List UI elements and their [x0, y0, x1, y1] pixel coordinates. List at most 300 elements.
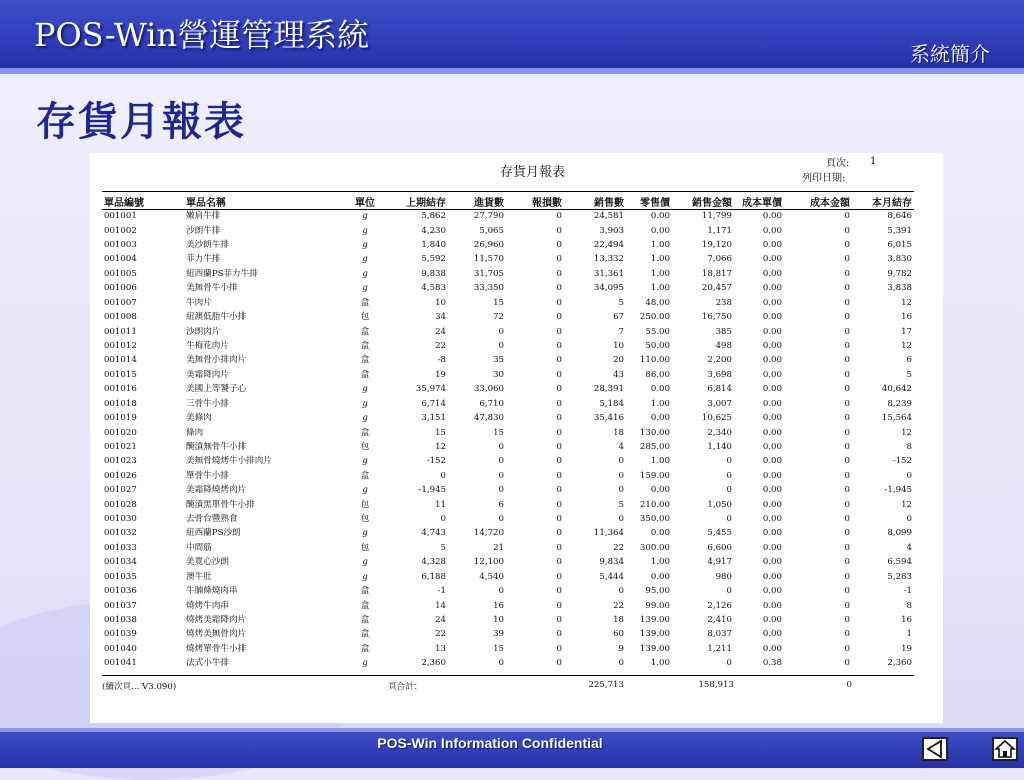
cell-month-balance: 8,099 — [887, 528, 912, 539]
cell-purchase-qty: 30 — [493, 369, 504, 380]
table-row — [102, 526, 914, 540]
cell-item-code: 001015 — [104, 369, 137, 380]
cell-cost-amount: 0 — [844, 283, 850, 294]
cell-purchase-qty: 0 — [498, 514, 504, 525]
cell-unit-cost: 0.00 — [762, 528, 782, 539]
cell-unit: 包 — [360, 499, 370, 510]
table-row — [102, 238, 914, 252]
cell-loss-qty: 0 — [556, 470, 562, 481]
cell-unit-cost: 0.00 — [762, 369, 782, 380]
cell-cost-amount: 0 — [844, 499, 850, 510]
table-row — [102, 267, 914, 281]
cell-sales-amount: 16,750 — [701, 312, 732, 323]
cell-unit: 包 — [360, 312, 370, 323]
cell-loss-qty: 0 — [556, 586, 562, 597]
cell-item-name: 美沙朗牛排 — [186, 240, 229, 251]
table-row — [102, 281, 914, 295]
cell-item-code: 001014 — [104, 355, 137, 366]
cell-item-code: 001019 — [104, 413, 137, 424]
cell-item-name: 燒烤美無骨肉片 — [186, 629, 247, 640]
cell-item-name: 三骨牛小排 — [186, 398, 229, 409]
cell-sales-qty: 5,184 — [599, 398, 624, 409]
cell-loss-qty: 0 — [556, 514, 562, 525]
back-button[interactable] — [922, 737, 948, 761]
cell-month-balance: -1,945 — [884, 485, 912, 496]
cell-loss-qty: 0 — [556, 643, 562, 654]
cell-cost-amount: 0 — [844, 542, 850, 553]
cell-loss-qty: 0 — [556, 355, 562, 366]
cell-month-balance: 8,239 — [887, 398, 912, 409]
cell-cost-amount: 0 — [844, 254, 850, 265]
cell-prev-balance: 4,743 — [421, 528, 446, 539]
cell-retail-price: 95.00 — [645, 586, 670, 597]
cell-loss-qty: 0 — [556, 384, 562, 395]
cell-sales-amount: 980 — [715, 571, 732, 582]
table-row — [102, 339, 914, 353]
cell-month-balance: 3,830 — [887, 254, 912, 265]
cell-item-name: 美無骨牛小排 — [186, 283, 238, 294]
cell-month-balance: 6,015 — [887, 240, 912, 251]
cell-prev-balance: 4,230 — [421, 225, 446, 236]
cell-loss-qty: 0 — [556, 441, 562, 452]
cell-prev-balance: 5,862 — [421, 211, 446, 222]
cell-sales-amount: 18,817 — [701, 268, 732, 279]
cell-prev-balance: 3,151 — [421, 413, 446, 424]
cell-prev-balance: -1 — [437, 586, 446, 597]
column-header-prev-balance: 上期結存 — [406, 197, 446, 209]
table-row — [102, 223, 914, 237]
cell-sales-amount: 2,200 — [707, 355, 732, 366]
cell-retail-price: 0.00 — [650, 225, 670, 236]
cell-sales-amount: 0 — [726, 470, 732, 481]
table-row — [102, 411, 914, 425]
cell-retail-price: 55.00 — [645, 326, 670, 337]
cell-item-name: 燒烤美霜降肉片 — [186, 615, 247, 626]
cell-prev-balance: 12 — [435, 441, 446, 452]
cell-prev-balance: 2,360 — [421, 658, 446, 669]
cell-month-balance: 16 — [901, 312, 912, 323]
cell-loss-qty: 0 — [556, 283, 562, 294]
cell-cost-amount: 0 — [844, 514, 850, 525]
table-body — [102, 209, 914, 671]
cell-unit: g — [362, 283, 368, 294]
cell-retail-price: 0.00 — [650, 528, 670, 539]
cell-purchase-qty: 11,570 — [473, 254, 504, 265]
cell-month-balance: 8,646 — [887, 211, 912, 222]
cell-sales-qty: 35,416 — [593, 413, 624, 424]
cell-item-name: 單骨牛小排 — [186, 470, 229, 481]
back-arrow-icon — [924, 739, 946, 759]
cell-retail-price: 159.00 — [639, 470, 670, 481]
cell-loss-qty: 0 — [556, 268, 562, 279]
cell-item-name: 菲力牛排 — [186, 254, 221, 265]
cell-loss-qty: 0 — [556, 571, 562, 582]
cell-unit-cost: 0.00 — [762, 586, 782, 597]
column-header-loss-qty: 報損數 — [532, 197, 562, 209]
home-button[interactable] — [992, 737, 1018, 761]
total-sales-amount: 158,913 — [698, 680, 734, 690]
cell-prev-balance: 22 — [435, 341, 446, 351]
cell-item-code: 001038 — [104, 615, 137, 626]
cell-month-balance: 1 — [906, 629, 912, 640]
cell-retail-price: 48.00 — [645, 297, 670, 308]
cell-unit-cost: 0.00 — [762, 600, 782, 611]
cell-sales-amount: 20,457 — [701, 283, 732, 294]
cell-sales-qty: 0 — [618, 470, 624, 481]
cell-unit-cost: 0.00 — [762, 413, 782, 424]
cell-month-balance: 12 — [901, 499, 912, 510]
inventory-table — [102, 193, 914, 671]
cell-retail-price: 0.00 — [650, 413, 670, 424]
cell-sales-amount: 1,211 — [707, 643, 732, 654]
cell-item-code: 001016 — [104, 384, 137, 395]
cell-unit-cost: 0.00 — [762, 427, 782, 438]
cell-unit-cost: 0.00 — [762, 485, 782, 496]
cell-unit-cost: 0.00 — [762, 225, 782, 236]
cell-item-name: 醃漬無骨牛小排 — [186, 441, 247, 452]
cell-purchase-qty: 10 — [493, 615, 504, 626]
cell-unit-cost: 0.00 — [762, 542, 782, 553]
cell-unit-cost: 0.00 — [762, 571, 782, 582]
cell-item-name: 沙朗牛排 — [186, 225, 221, 236]
cell-item-code: 001002 — [104, 225, 137, 236]
cell-month-balance: 2,360 — [887, 658, 912, 669]
cell-month-balance: 4 — [906, 542, 912, 553]
cell-cost-amount: 0 — [844, 341, 850, 351]
cell-item-code: 001006 — [104, 283, 137, 294]
cell-prev-balance: 6,714 — [421, 398, 446, 409]
page-number: 1 — [870, 156, 877, 167]
cell-unit-cost: 0.00 — [762, 297, 782, 308]
cell-unit-cost: 0.00 — [762, 268, 782, 279]
cell-sales-amount: 0 — [726, 658, 732, 669]
cell-item-code: 001033 — [104, 542, 137, 553]
cell-sales-amount: 2,340 — [707, 427, 732, 438]
cell-sales-qty: 22 — [613, 542, 624, 553]
print-date-label: 列印日期: — [802, 173, 846, 184]
cell-item-code: 001021 — [104, 441, 137, 452]
cell-sales-amount: 3,698 — [707, 369, 732, 380]
cell-purchase-qty: 35 — [493, 355, 504, 366]
cell-purchase-qty: 0 — [498, 456, 504, 467]
cell-item-name: 美條肉 — [186, 413, 212, 424]
cell-sales-qty: 22,494 — [593, 240, 624, 251]
cell-retail-price: 1.00 — [650, 240, 670, 251]
cell-retail-price: 0.00 — [650, 211, 670, 222]
cell-month-balance: 5,391 — [887, 225, 912, 236]
cell-loss-qty: 0 — [556, 240, 562, 251]
column-header-unit-cost: 成本單價 — [742, 197, 782, 209]
cell-purchase-qty: 0 — [498, 441, 504, 452]
cell-loss-qty: 0 — [556, 629, 562, 640]
column-header-month-balance: 本月結存 — [872, 197, 912, 209]
cell-item-name: 澳牛肚 — [186, 571, 212, 582]
cell-purchase-qty: 0 — [498, 658, 504, 669]
cell-sales-qty: 9,834 — [599, 557, 624, 568]
cell-unit-cost: 0.00 — [762, 615, 782, 626]
cell-unit: 盒 — [360, 341, 370, 351]
cell-prev-balance: 34 — [435, 312, 446, 323]
cell-item-code: 001032 — [104, 528, 137, 539]
cell-unit: 盒 — [360, 615, 370, 626]
cell-item-name: 法式小牛排 — [186, 658, 229, 669]
cell-sales-amount: 385 — [715, 326, 732, 337]
cell-month-balance: 0 — [906, 470, 912, 481]
cell-unit: g — [362, 240, 368, 251]
table-row — [102, 555, 914, 569]
cell-unit: g — [362, 211, 368, 222]
cell-item-name: 醃漬黑單骨牛小排 — [186, 499, 255, 510]
cell-retail-price: 139.00 — [639, 643, 670, 654]
cell-prev-balance: 0 — [440, 514, 446, 525]
cell-retail-price: 130.00 — [639, 427, 670, 438]
cell-retail-price: 1.00 — [650, 456, 670, 467]
cell-unit: g — [362, 658, 368, 669]
cell-item-name: 去骨台豐熟食 — [186, 514, 238, 525]
cell-sales-amount: 498 — [715, 341, 732, 351]
cell-unit: 盒 — [360, 297, 370, 308]
cell-item-name: 牛梅花肉片 — [186, 341, 229, 351]
cell-purchase-qty: 72 — [493, 312, 504, 323]
cell-sales-amount: 0 — [726, 514, 732, 525]
cell-loss-qty: 0 — [556, 557, 562, 568]
cell-month-balance: 12 — [901, 341, 912, 351]
cell-sales-qty: 18 — [613, 615, 624, 626]
column-header-item-name: 單品名稱 — [186, 197, 226, 209]
cell-item-code: 001003 — [104, 240, 137, 251]
cell-prev-balance: -8 — [437, 355, 446, 366]
table-row — [102, 613, 914, 627]
cell-month-balance: 12 — [901, 297, 912, 308]
cell-sales-amount: 1,050 — [707, 499, 732, 510]
cell-item-code: 001040 — [104, 643, 137, 654]
cell-item-code: 001030 — [104, 514, 137, 525]
cell-sales-qty: 11,364 — [593, 528, 624, 539]
cell-purchase-qty: 39 — [493, 629, 504, 640]
cell-retail-price: 1.00 — [650, 658, 670, 669]
cell-month-balance: 5 — [906, 369, 912, 380]
inventory-report — [90, 153, 943, 723]
cell-purchase-qty: 0 — [498, 586, 504, 597]
cell-cost-amount: 0 — [844, 441, 850, 452]
cell-unit: 包 — [360, 441, 370, 452]
cell-sales-amount: 2,126 — [707, 600, 732, 611]
cell-purchase-qty: 5,065 — [479, 225, 504, 236]
cell-purchase-qty: 14,720 — [473, 528, 504, 539]
cell-loss-qty: 0 — [556, 615, 562, 626]
page-total-label: 頁合計： — [388, 682, 423, 692]
cell-loss-qty: 0 — [556, 528, 562, 539]
cell-month-balance: 16 — [901, 615, 912, 626]
cell-unit: 包 — [360, 542, 370, 553]
cell-unit-cost: 0.00 — [762, 211, 782, 222]
cell-cost-amount: 0 — [844, 485, 850, 496]
cell-cost-amount: 0 — [844, 528, 850, 539]
cell-item-name: 美寬心沙朗 — [186, 557, 229, 568]
column-header-sales-qty: 銷售數 — [594, 197, 624, 209]
cell-unit-cost: 0.00 — [762, 470, 782, 481]
cell-sales-amount: 0 — [726, 485, 732, 496]
cell-item-name: 燒烤牛肉串 — [186, 600, 229, 611]
cell-loss-qty: 0 — [556, 427, 562, 438]
cell-purchase-qty: 33,350 — [473, 283, 504, 294]
cell-retail-price: 1.00 — [650, 283, 670, 294]
cell-retail-price: 86.00 — [645, 369, 670, 380]
cell-item-code: 001008 — [104, 312, 137, 323]
cell-sales-qty: 10 — [613, 341, 624, 351]
cell-retail-price: 1.00 — [650, 268, 670, 279]
table-row — [102, 396, 914, 410]
column-header-retail-price: 零售價 — [640, 197, 670, 209]
table-row — [102, 570, 914, 584]
cell-month-balance: 3,838 — [887, 283, 912, 294]
cell-unit: g — [362, 485, 368, 496]
cell-item-name: 美無骨小排肉片 — [186, 355, 247, 366]
cell-prev-balance: 19 — [435, 369, 446, 380]
table-row — [102, 512, 914, 526]
cell-prev-balance: 4,583 — [421, 283, 446, 294]
cell-sales-qty: 18 — [613, 427, 624, 438]
cell-month-balance: 6,594 — [887, 557, 912, 568]
cell-prev-balance: 4,328 — [421, 557, 446, 568]
cell-cost-amount: 0 — [844, 586, 850, 597]
cell-item-code: 001028 — [104, 499, 137, 510]
cell-cost-amount: 0 — [844, 297, 850, 308]
cell-item-name: 美霜降燒烤肉片 — [186, 485, 247, 496]
cell-cost-amount: 0 — [844, 643, 850, 654]
cell-unit-cost: 0.00 — [762, 326, 782, 337]
cell-unit: g — [362, 528, 368, 539]
cell-sales-qty: 43 — [613, 369, 624, 380]
column-header-purchase-qty: 進貨數 — [474, 197, 504, 209]
cell-item-code: 001023 — [104, 456, 137, 467]
cell-item-code: 001007 — [104, 297, 137, 308]
cell-prev-balance: 13 — [435, 643, 446, 654]
cell-unit-cost: 0.00 — [762, 240, 782, 251]
cell-sales-amount: 1,171 — [707, 225, 732, 236]
cell-prev-balance: 24 — [435, 326, 446, 337]
cell-unit: g — [362, 254, 368, 265]
cell-retail-price: 1.00 — [650, 557, 670, 568]
cell-month-balance: 12 — [901, 427, 912, 438]
cell-item-name: 中間筋 — [186, 542, 212, 553]
cell-purchase-qty: 4,540 — [479, 571, 504, 582]
cell-retail-price: 50.00 — [645, 341, 670, 351]
cell-loss-qty: 0 — [556, 600, 562, 611]
cell-cost-amount: 0 — [844, 470, 850, 481]
cell-sales-qty: 7 — [618, 326, 624, 337]
cell-loss-qty: 0 — [556, 413, 562, 424]
cell-item-code: 001012 — [104, 341, 137, 351]
cell-month-balance: 6 — [906, 355, 912, 366]
header-band — [0, 0, 1024, 70]
cell-unit-cost: 0.00 — [762, 629, 782, 640]
cell-unit: 盒 — [360, 427, 370, 438]
cell-purchase-qty: 47,830 — [473, 413, 504, 424]
cell-purchase-qty: 0 — [498, 485, 504, 496]
cell-month-balance: 19 — [901, 643, 912, 654]
cell-loss-qty: 0 — [556, 211, 562, 222]
table-row — [102, 627, 914, 641]
cell-cost-amount: 0 — [844, 658, 850, 669]
table-row — [102, 440, 914, 454]
cell-unit: g — [362, 225, 368, 236]
cell-retail-price: 0.00 — [650, 571, 670, 582]
cell-month-balance: 15,564 — [881, 413, 912, 424]
cell-loss-qty: 0 — [556, 485, 562, 496]
cell-purchase-qty: 33,060 — [473, 384, 504, 395]
table-row — [102, 483, 914, 497]
cell-sales-amount: 5,455 — [707, 528, 732, 539]
column-header-item-code: 單品編號 — [104, 197, 144, 209]
cell-sales-qty: 20 — [613, 355, 624, 366]
cell-sales-qty: 5 — [618, 297, 624, 308]
cell-unit: 盒 — [360, 643, 370, 654]
cell-sales-qty: 28,391 — [593, 384, 624, 395]
cell-item-code: 001036 — [104, 586, 137, 597]
cell-prev-balance: 5 — [440, 542, 446, 553]
cell-sales-qty: 9 — [618, 643, 624, 654]
cell-retail-price: 139.00 — [639, 615, 670, 626]
cell-unit: g — [362, 398, 368, 409]
cell-unit-cost: 0.00 — [762, 456, 782, 467]
cell-loss-qty: 0 — [556, 297, 562, 308]
cell-loss-qty: 0 — [556, 254, 562, 265]
app-title: POS-Win營運管理系統 — [34, 16, 370, 54]
cell-sales-qty: 3,903 — [599, 225, 624, 236]
table-row — [102, 382, 914, 396]
cell-cost-amount: 0 — [844, 398, 850, 409]
table-row — [102, 353, 914, 367]
cell-item-name: 牛肉片 — [186, 297, 212, 308]
cell-sales-amount: 0 — [726, 586, 732, 597]
cell-unit-cost: 0.00 — [762, 254, 782, 265]
table-row — [102, 584, 914, 598]
column-header-sales-amount: 銷售金額 — [692, 197, 732, 209]
cell-purchase-qty: 0 — [498, 341, 504, 351]
cell-sales-qty: 0 — [618, 456, 624, 467]
cell-month-balance: 9,782 — [887, 268, 912, 279]
cell-item-code: 001035 — [104, 571, 137, 582]
cell-item-code: 001005 — [104, 268, 137, 279]
page-heading: 存貨月報表 — [36, 98, 246, 145]
footer-rule — [102, 675, 914, 676]
cell-loss-qty: 0 — [556, 326, 562, 337]
cell-item-code: 001037 — [104, 600, 137, 611]
cell-unit-cost: 0.00 — [762, 355, 782, 366]
cell-sales-qty: 5 — [618, 499, 624, 510]
cell-item-name: 美無骨燒烤牛小排肉片 — [186, 456, 272, 467]
cell-month-balance: 0 — [906, 514, 912, 525]
cell-sales-amount: 3,007 — [707, 398, 732, 409]
cell-loss-qty: 0 — [556, 398, 562, 409]
cell-sales-amount: 1,140 — [707, 441, 732, 452]
cell-unit-cost: 0.38 — [762, 658, 782, 669]
cell-sales-qty: 22 — [613, 600, 624, 611]
cell-purchase-qty: 21 — [493, 542, 504, 553]
cell-month-balance: -152 — [892, 456, 912, 467]
cell-prev-balance: 1,840 — [421, 240, 446, 251]
cell-purchase-qty: 6,710 — [479, 398, 504, 409]
home-icon — [994, 739, 1016, 759]
cell-item-code: 001011 — [104, 326, 137, 337]
cell-month-balance: 40,642 — [881, 384, 912, 395]
cell-cost-amount: 0 — [844, 355, 850, 366]
cell-month-balance: 8 — [906, 441, 912, 452]
table-row — [102, 469, 914, 483]
cell-cost-amount: 0 — [844, 557, 850, 568]
cell-sales-amount: 19,120 — [701, 240, 732, 251]
